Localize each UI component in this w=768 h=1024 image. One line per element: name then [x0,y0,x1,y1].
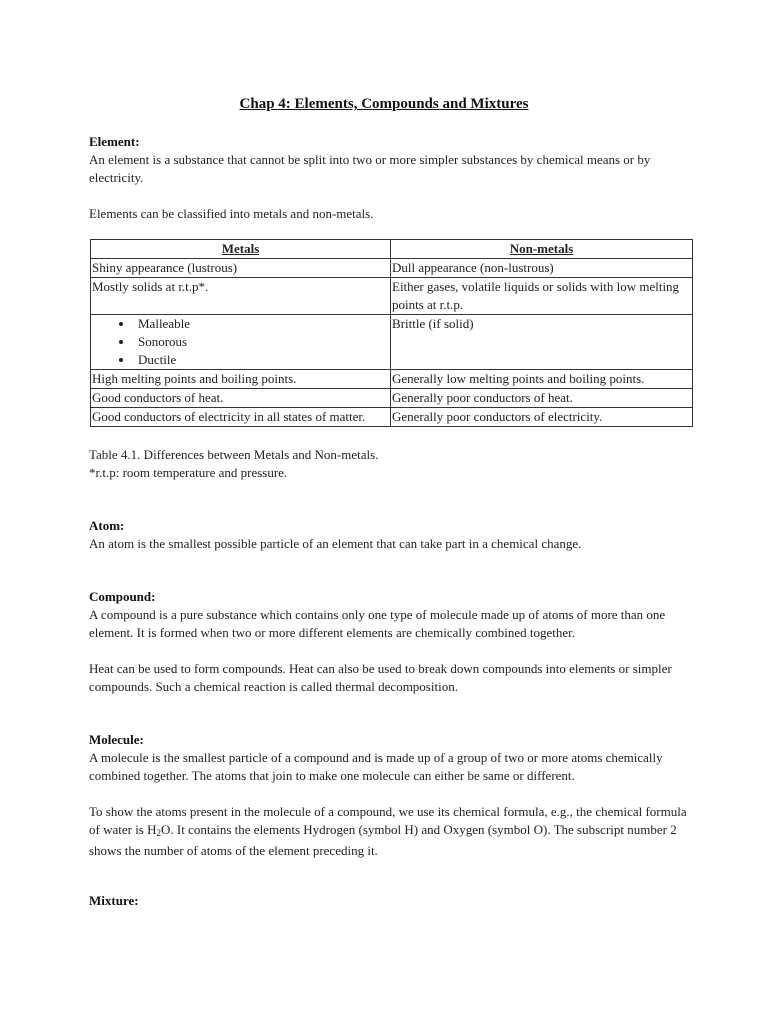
subscript-number: 2 [156,828,162,838]
table-row [91,370,693,389]
table-cell: Mostly solids at r.t.p*. [91,278,391,315]
mixture-heading: Mixture: [89,893,139,908]
compound-paragraph-1: A compound is a pure substance which contains only one type of molecule made up of atoms of more than one element. It is formed when two or more different elements are chemically combined together. [89,607,666,640]
table-row [91,278,693,315]
molecule-text-end: O. It contains the elements Hydrogen (symbol H) and Oxygen (symbol O). The subscript number 2 shows the number of atoms of the element preceding it. [89,822,677,858]
molecule-paragraph-1: A molecule is the smallest particle of a compound and is made up of a group of two or more atoms chemically combined together. The atoms that join to make one molecule can either be same or different. [89,750,663,783]
table-cell: Generally poor conductors of heat. [391,389,693,408]
list-item: • Sonorous [134,333,389,351]
table-cell: Brittle (if solid) [391,315,693,370]
molecule-paragraph-2 [89,803,689,860]
molecule-heading: Molecule: [89,732,144,747]
table-cell: Generally low melting points and boiling points. [391,370,693,389]
metals-nonmetals-table [90,239,693,427]
metal-properties-list [92,315,389,369]
list-item: • Malleable [134,315,389,333]
table-cell: Dull appearance (non-lustrous) [391,259,693,278]
atom-definition: An atom is the smallest possible particle of an element that can take part in a chemical change. [89,536,582,551]
table-caption: Table 4.1. Differences between Metals and Non-metals. [89,447,379,462]
table-row [91,389,693,408]
table-cell: Either gases, volatile liquids or solids with low melting points at r.t.p. [391,278,693,315]
table-header-row [91,240,693,259]
table-cell: Good conductors of electricity in all states of matter. [91,408,391,427]
nonmetals-header: Non-metals [391,240,693,259]
table-footnote: *r.t.p: room temperature and pressure. [89,465,288,480]
element-classification: Elements can be classified into metals and non-metals. [89,206,374,221]
table-cell: Shiny appearance (lustrous) [91,259,391,278]
table-row [91,408,693,427]
page-title: Chap 4: Elements, Compounds and Mixtures [239,96,529,112]
molecule-text-start: To show the atoms present in the molecule of a compound, we use its chemical formula, e.g., the chemical formula of water is H [89,804,687,837]
table-cell: High melting points and boiling points. [91,370,391,389]
table-cell: Good conductors of heat. [91,389,391,408]
atom-heading: Atom: [89,518,125,533]
compound-heading: Compound: [89,589,156,604]
metals-header: Metals [91,240,391,259]
element-heading: Element: [89,134,140,149]
table-cell: Generally poor conductors of electricity. [391,408,693,427]
list-item: • Ductile [134,351,389,369]
compound-paragraph-2: Heat can be used to form compounds. Heat can also be used to break down compounds into elements or simpler compounds. Such a chemical reaction is called thermal decomposition. [89,661,672,694]
table-row [91,259,693,278]
table-cell [91,315,391,370]
table-row [91,315,693,370]
element-definition: An element is a substance that cannot be split into two or more simpler substances by chemical means or by electricity. [89,152,651,185]
